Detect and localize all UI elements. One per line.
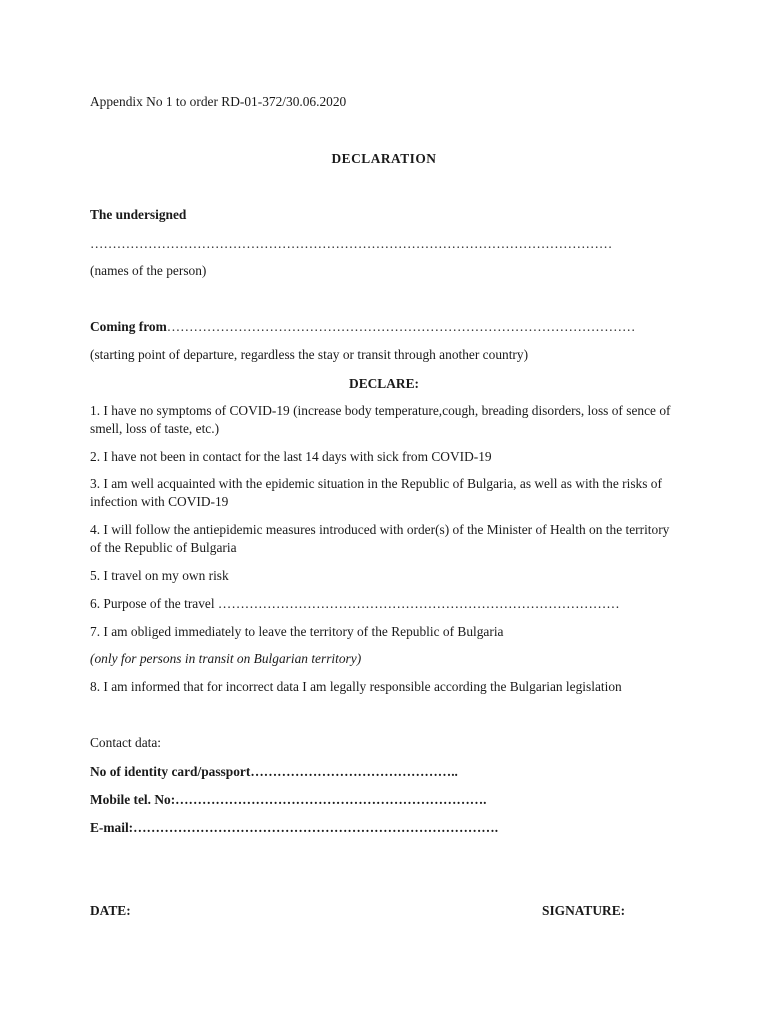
id-card-row [90,763,458,781]
coming-from-label: Coming from [90,319,167,334]
declaration-item-3: 3. I am well acquainted with the epidemic situation in the Republic of Bulgaria, as well as with the risks of infection with COVID-19 [90,476,662,509]
coming-from-row [90,318,635,336]
undersigned-note: (names of the person) [90,263,207,278]
id-card-label: No of identity card/passport [90,764,251,779]
mobile-row [90,791,487,809]
contact-heading: Contact data: [90,735,162,750]
undersigned-name-field[interactable]: ……………………………………………………………………………………………………… [90,236,613,251]
coming-from-field[interactable]: …………………………………………………………………………………………… [166,319,636,334]
declaration-item-4: 4. I will follow the antiepidemic measures introduced with order(s) of the Minister of Health on the territory of the Republic of Bulgaria [90,522,670,555]
date-label: DATE: [90,903,131,918]
email-label: E-mail: [90,820,134,835]
declaration-item-7-note: (only for persons in transit on Bulgarian territory) [90,651,362,666]
undersigned-label: The undersigned [90,207,187,222]
email-field[interactable]: ………………………………………………………………………. [133,820,499,835]
email-row [90,819,498,837]
appendix-reference: Appendix No 1 to order RD-01-372/30.06.2020 [90,94,347,109]
declare-heading: DECLARE: [349,376,419,391]
declaration-item-6[interactable]: 6. Purpose of the travel ……………………………………………………………………………… [90,596,620,611]
declaration-item-5: 5. I travel on my own risk [90,568,229,583]
mobile-field[interactable]: ……………………………………………………………. [175,792,487,807]
coming-from-note: (starting point of departure, regardless the stay or transit through another country) [90,347,529,362]
document-title: DECLARATION [331,151,437,166]
declaration-item-2: 2. I have not been in contact for the last 14 days with sick from COVID-19 [90,449,492,464]
mobile-label: Mobile tel. No: [90,792,176,807]
declaration-item-1: 1. I have no symptoms of COVID-19 (increase body temperature,cough, breading disorders, loss of sence of smell, loss of taste, etc.) [90,403,671,436]
declaration-item-7: 7. I am obliged immediately to leave the territory of the Republic of Bulgaria [90,624,504,639]
declaration-item-8: 8. I am informed that for incorrect data I am legally responsible according the Bulgarian legislation [90,679,622,694]
id-card-field[interactable]: ……………………………………….. [250,764,458,779]
signature-label: SIGNATURE: [542,903,626,918]
